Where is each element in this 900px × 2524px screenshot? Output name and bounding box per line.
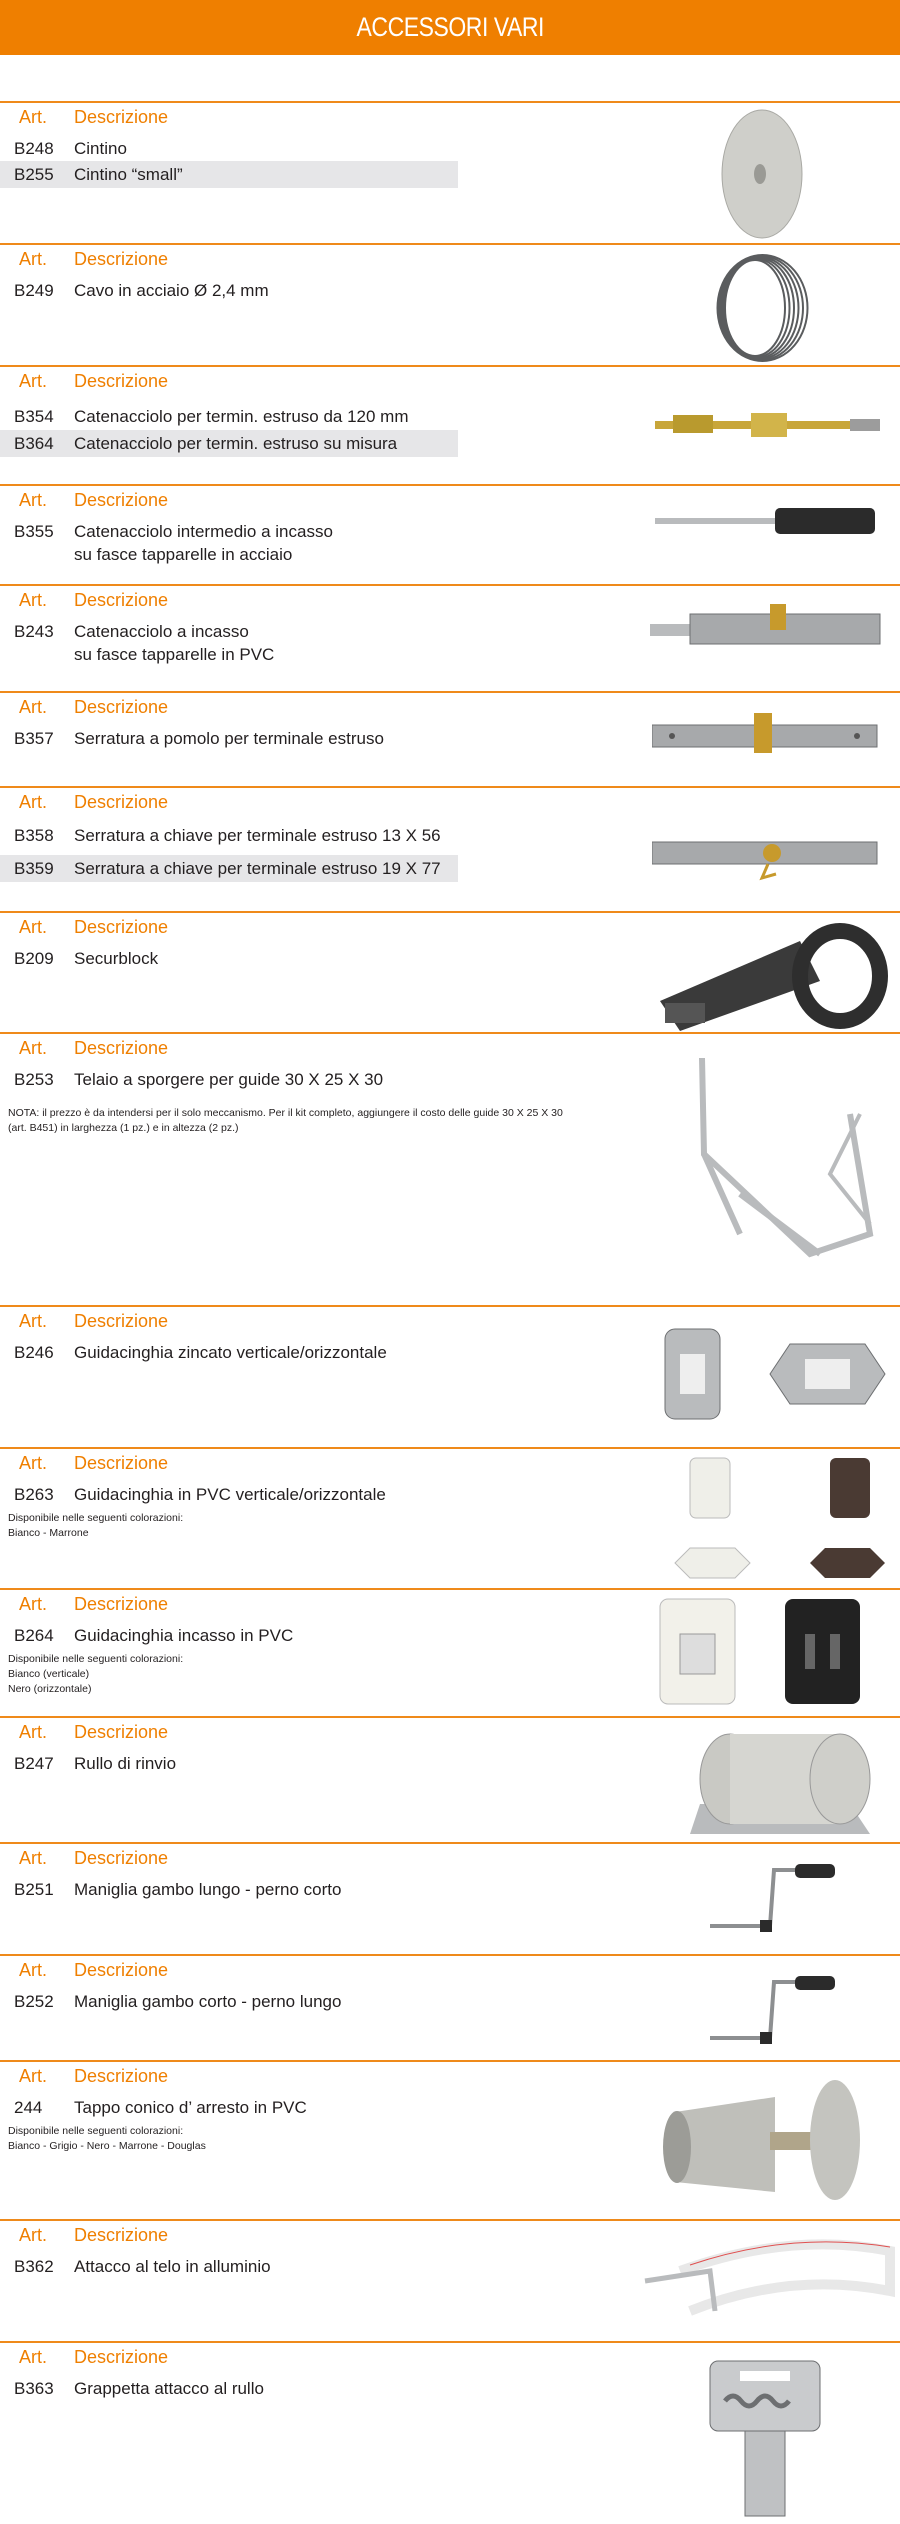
description-header: Descrizione (74, 792, 169, 812)
flush-strap-guide-image (645, 1594, 875, 1714)
description-header: Descrizione (74, 490, 169, 510)
flush-latch-pvc-image (650, 600, 890, 665)
article-description: su fasce tapparelle in PVC (74, 645, 275, 664)
article-description: Rullo di rinvio (74, 1754, 177, 1773)
product-row (0, 855, 458, 882)
article-description: Serratura a pomolo per terminale estruso (74, 729, 384, 748)
art-header: Art. (19, 1311, 48, 1331)
product-section (0, 1954, 900, 2060)
description-header: Descrizione (74, 2066, 169, 2086)
article-description: Securblock (74, 949, 159, 968)
article-code: B252 (14, 1992, 54, 2011)
description-header: Descrizione (74, 1594, 169, 1614)
securblock-image (650, 921, 890, 1036)
description-header: Descrizione (74, 1848, 169, 1868)
description-header: Descrizione (74, 107, 169, 127)
product-section (0, 1842, 900, 1954)
product-note: Disponibile nelle seguenti colorazioni: Bianco - Marrone (8, 1512, 184, 1539)
product-note: Disponibile nelle seguenti colorazioni: Bianco (verticale) Nero (orizzontale) (8, 1653, 184, 1695)
art-header: Art. (19, 1453, 48, 1473)
article-code: B248 (14, 139, 54, 158)
product-section (0, 911, 900, 1032)
description-header: Descrizione (74, 2225, 169, 2245)
product-section (0, 1032, 900, 1305)
key-lock-image (652, 828, 882, 893)
article-description: Catenacciolo per termin. estruso su misura (74, 434, 398, 453)
product-note: NOTA: il prezzo è da intendersi per il solo meccanismo. Per il kit completo, aggiungere il costo delle guide 30 X 25 X 30 (art. B451) in larghezza (1 pz.) e in altezza (2 pz.) (8, 1107, 563, 1134)
article-description: Serratura a chiave per terminale estruso 19 X 77 (74, 859, 441, 878)
art-header: Art. (19, 1960, 48, 1980)
product-section (0, 365, 900, 484)
article-code: B355 (14, 522, 54, 541)
steel-cable-coil-image (700, 248, 810, 371)
article-code: B247 (14, 1754, 54, 1773)
strap-roll-image (700, 108, 820, 245)
article-description: Tappo conico d’ arresto in PVC (74, 2098, 307, 2117)
article-description: Serratura a chiave per terminale estruso 13 X 56 (74, 826, 441, 845)
article-description: Cavo in acciaio Ø 2,4 mm (74, 281, 269, 300)
product-note: Disponibile nelle seguenti colorazioni: Bianco - Grigio - Nero - Marrone - Douglas (8, 2125, 206, 2152)
description-header: Descrizione (74, 697, 169, 717)
article-code: B249 (14, 281, 54, 300)
article-description: Catenacciolo intermedio a incasso (74, 522, 333, 541)
article-description: su fasce tapparelle in acciaio (74, 545, 293, 564)
product-section (0, 2219, 900, 2341)
article-description: Guidacinghia in PVC verticale/orizzontale (74, 1485, 386, 1504)
article-description: Cintino “small” (74, 165, 183, 184)
product-section (0, 1447, 900, 1588)
product-section (0, 1305, 900, 1447)
description-header: Descrizione (74, 590, 169, 610)
projecting-frame-image (680, 1054, 880, 1289)
description-header: Descrizione (74, 1038, 169, 1058)
article-code: B362 (14, 2257, 54, 2276)
product-row (0, 430, 458, 457)
art-header: Art. (19, 490, 48, 510)
art-header: Art. (19, 2066, 48, 2086)
art-header: Art. (19, 697, 48, 717)
strap-guide-zinc-image (650, 1319, 900, 1434)
product-section (0, 243, 900, 365)
article-description: Catenacciolo a incasso (74, 622, 249, 641)
article-code: B246 (14, 1343, 54, 1362)
crank-handle-image (700, 1976, 840, 2051)
article-code: 244 (14, 2098, 43, 2117)
article-description: Guidacinghia incasso in PVC (74, 1626, 294, 1645)
article-description: Cintino (74, 139, 127, 158)
art-header: Art. (19, 792, 48, 812)
product-section (0, 101, 900, 243)
description-header: Descrizione (74, 1722, 169, 1742)
aluminium-clip-image (640, 2231, 900, 2326)
product-section (0, 584, 900, 691)
product-section (0, 2341, 900, 2524)
product-section (0, 691, 900, 786)
art-header: Art. (19, 917, 48, 937)
article-description: Telaio a sporgere per guide 30 X 25 X 30 (74, 1070, 384, 1089)
product-section (0, 1716, 900, 1842)
art-header: Art. (19, 371, 48, 391)
product-section (0, 786, 900, 911)
article-description: Grappetta attacco al rullo (74, 2379, 264, 2398)
description-header: Descrizione (74, 1453, 169, 1473)
description-header: Descrizione (74, 917, 169, 937)
article-description: Guidacinghia zincato verticale/orizzontale (74, 1343, 387, 1362)
description-header: Descrizione (74, 249, 169, 269)
description-header: Descrizione (74, 371, 169, 391)
art-header: Art. (19, 249, 48, 269)
art-header: Art. (19, 2347, 48, 2367)
article-description: Catenacciolo per termin. estruso da 120 mm (74, 407, 409, 426)
art-header: Art. (19, 1848, 48, 1868)
article-code: B363 (14, 2379, 54, 2398)
article-description: Maniglia gambo corto - perno lungo (74, 1992, 342, 2011)
product-row (0, 161, 458, 188)
art-header: Art. (19, 590, 48, 610)
conical-stop-image (655, 2072, 895, 2217)
art-header: Art. (19, 1594, 48, 1614)
article-code: B264 (14, 1626, 54, 1645)
roller-hook-image (700, 2351, 830, 2524)
article-code: B255 (14, 165, 54, 184)
description-header: Descrizione (74, 2347, 169, 2367)
product-section (0, 1588, 900, 1716)
description-header: Descrizione (74, 1311, 169, 1331)
art-header: Art. (19, 1038, 48, 1058)
product-section (0, 484, 900, 584)
article-code: B251 (14, 1880, 54, 1899)
article-code: B359 (14, 859, 54, 878)
art-header: Art. (19, 107, 48, 127)
article-code: B263 (14, 1485, 54, 1504)
return-roller-image (680, 1724, 880, 1844)
article-description: Attacco al telo in alluminio (74, 2257, 271, 2276)
article-code: B357 (14, 729, 54, 748)
article-description: Maniglia gambo lungo - perno corto (74, 1880, 342, 1899)
knob-lock-image (652, 707, 882, 768)
strap-guide-pvc-image (660, 1453, 890, 1588)
crank-handle-image (700, 1864, 840, 1939)
article-code: B354 (14, 407, 54, 426)
flush-latch-steel-image (655, 504, 885, 545)
page-title-text: ACCESSORI VARI (356, 12, 544, 42)
article-code: B358 (14, 826, 54, 845)
art-header: Art. (19, 1722, 48, 1742)
description-header: Descrizione (74, 1960, 169, 1980)
page-title (0, 0, 900, 55)
article-code: B364 (14, 434, 54, 453)
latch-rod-image (655, 405, 885, 450)
product-section (0, 2060, 900, 2219)
art-header: Art. (19, 2225, 48, 2245)
article-code: B243 (14, 622, 54, 641)
article-code: B253 (14, 1070, 54, 1089)
article-code: B209 (14, 949, 54, 968)
